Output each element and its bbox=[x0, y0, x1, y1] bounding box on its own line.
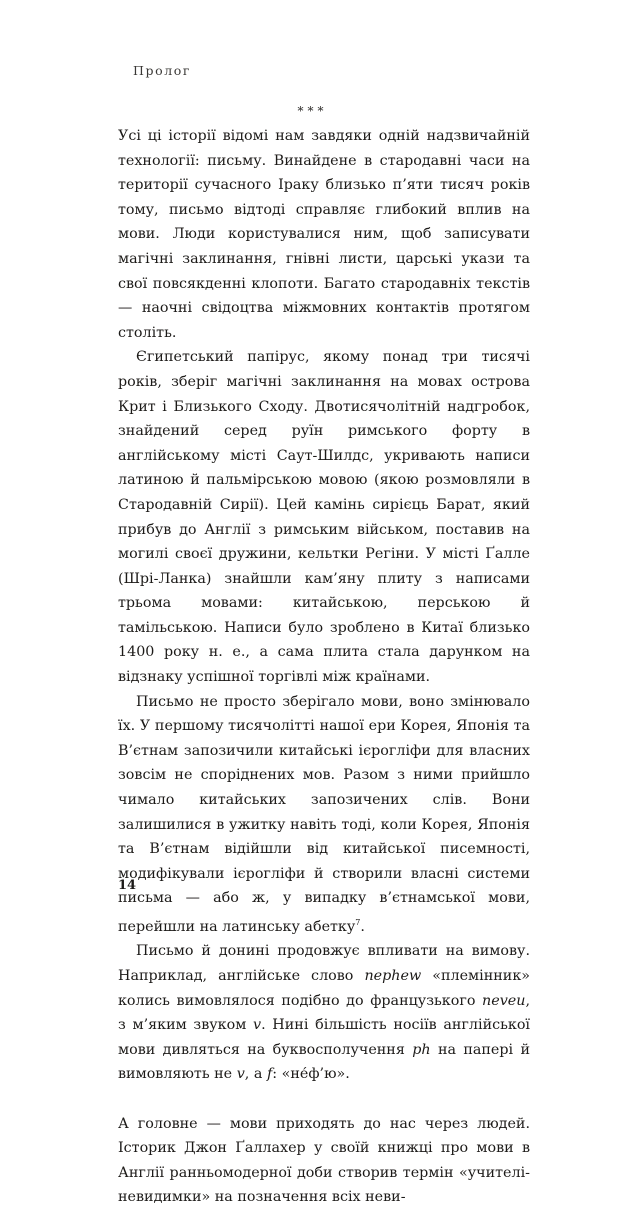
paragraph-4-text: «племінник» колись вимовлялося подібно до французького bbox=[118, 967, 530, 1009]
body-text bbox=[118, 124, 530, 1210]
term-neveu: neveu bbox=[482, 992, 526, 1009]
paragraph-4 bbox=[118, 939, 530, 1087]
term-ph: ph bbox=[412, 1041, 431, 1058]
paragraph-2: Єгипетський папірус, якому понад три тисячі років, зберіг магічні заклинання на мовах острова Крит і Близького Сходу. Двотисячолітній надгробок, знайдений серед руїн римського форту в англійському місті Саут-Шилдс, укривають написи латиною й пальмірською мовою (якою розмовляли в Стародавній Сирії). Цей камінь сирієць Барат, який прибув до Англії з римським військом, поставив на могилі своєї дружини, кельтки Регіни. У місті Ґалле (Шрі-Ланка) знайшли кам’яну плиту з написами трьома мовами: китайською, перською й тамільською. Написи було зроблено в Китаї близько 1400 року н. е., а сама плита стала дарунком на відзнаку успішної торгівлі між країнами. bbox=[118, 349, 530, 686]
paragraph-4-lead: Письмо й донині продовжує впливати на вимову. Наприклад, англійське слово bbox=[118, 943, 530, 984]
paragraph-4-text: на папері й вимовляють не bbox=[118, 1041, 530, 1083]
paragraph-4-text: , а bbox=[244, 1066, 267, 1083]
term-f: f bbox=[266, 1066, 273, 1083]
footnote-ref: 7 bbox=[355, 918, 361, 927]
paragraph-1: Усі ці історії відомі нам завдяки одній надзвичайній технології: письму. Винайдене в стародавні часи на території сучасного Іраку близько п’яти тисяч років тому, письмо відтоді справляє глибокий вплив на мови. Люди користувалися ним, щоб записувати магічні заклинання, гнівні листи, царські укази та свої повсякденні клопоти. Багато стародавніх текстів — наочні свідоцтва міжмовних контактів протягом століть. bbox=[118, 128, 530, 341]
term-nephew: nephew bbox=[364, 967, 422, 984]
term-v-2: v bbox=[236, 1066, 245, 1083]
paragraph-4-text: : «не́ф’ю». bbox=[272, 1066, 350, 1083]
paragraph-4-text: . Нині більшість носіїв англійської мови дивляться на буквосполучення bbox=[118, 1017, 531, 1058]
term-v: v bbox=[253, 1017, 262, 1034]
running-head: Пролог bbox=[133, 63, 192, 78]
paragraph-4-text: , з м’яким звуком bbox=[118, 992, 530, 1034]
paragraph-3-text: Письмо не просто зберігало мови, воно змінювало їх. У першому тисячолітті нашої ери Корея, Японія та В’єтнам запозичили китайські ієрогліфи для власних зовсім не споріднених мов. Разом з ними прийшло чимало китайських запозичених слів. Вони залишилися в ужитку навіть тоді, коли Корея, Японія та В’єтнам відійшли від китайської писемності, модифікували ієрогліфи й створили власні системи письма — або ж, у випадку в’єтнамської мови, перейшли на латинську абетку bbox=[118, 693, 530, 935]
paragraph-5: А головне — мови приходять до нас через людей. Історик Джон Ґаллахер у своїй книжці про мови в Англії ранньомодерної доби створив термін «учителі-невидимки» на позначення всіх неви- bbox=[118, 1115, 530, 1206]
paragraph-3: Письмо не просто зберігало мови, воно змінювало їх. У першому тисячолітті нашої ери Корея, Японія та В’єтнам запозичили китайські ієрогліфи для власних зовсім не споріднених мов. Разом з ними прийшло чимало китайських запозичених слів. Вони залишилися в ужитку навіть тоді, коли Корея, Японія та В’єтнам відійшли від китайської писемності, модифікували ієрогліфи й створили власні системи письма — або ж, у випадку в’єтнамської мови, перейшли на латинську абетку$^7$. bbox=[118, 693, 530, 935]
page-number: 14 bbox=[118, 878, 137, 893]
section-separator: *** bbox=[297, 104, 328, 118]
